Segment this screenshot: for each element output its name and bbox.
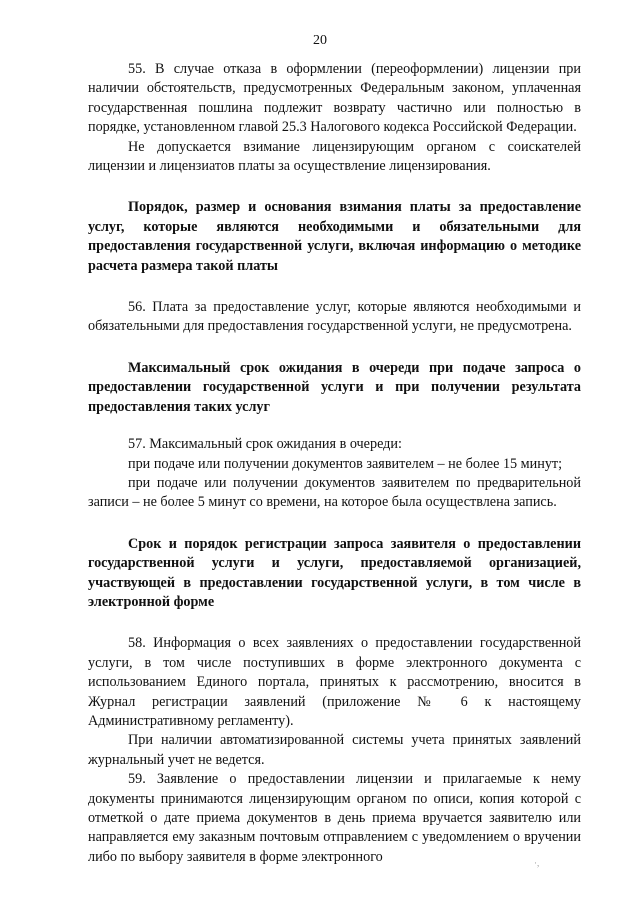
paragraph-55: 55. В случае отказа в оформлении (переоформлении) лицензии при наличии обстоятельств, предусмотренных Федеральным законом, уплаченная государственная пошлина подлежит возврату частично или полностью в порядке, установленном главой 25.3 Налогового кодекса Российской Федерации. (88, 61, 581, 136)
section-heading-fees: Порядок, размер и основания взимания платы за предоставление услуг, которые являются необходимыми и обязательными для предоставления государственной услуги, включая информацию о методике расчета размера такой платы (88, 199, 581, 274)
paragraph-57-item-2: при подаче или получении документов заявителем по предварительной записи – не более 5 минут со времени, на которое была осуществлена запись. (88, 474, 581, 511)
paragraph-57-item-1: при подаче или получении документов заявителем – не более 15 минут; (128, 455, 563, 472)
scan-mark: ·, (534, 858, 540, 868)
page-number: 20 (313, 33, 327, 48)
paragraph-57: 57. Максимальный срок ожидания в очереди: (128, 436, 402, 453)
document-body (88, 60, 581, 867)
section-heading-queue: Максимальный срок ожидания в очереди при подаче запроса о предоставлении государственной услуги и при получении результата предоставления таких услуг (88, 359, 581, 415)
paragraph-55-continued: Не допускается взимание лицензирующим органом с соискателей лицензии и лицензиатов платы за осуществление лицензирования. (88, 138, 581, 175)
paragraph-58: 58. Информация о всех заявлениях о предоставлении государственной услуги, в том числе поступивших в форме электронного документа с использованием Единого портала, принятых к рассмотрению, вносится в Журнал регистрации заявлений (приложение № 6 к настоящему Административному регламенту). (88, 635, 581, 729)
paragraph-56: 56. Плата за предоставление услуг, которые являются необходимыми и обязательными для предоставления государственной услуги, не предусмотрена. (88, 299, 581, 335)
section-heading-registration: Срок и порядок регистрации запроса заявителя о предоставлении государственной услуги и услуги, предоставляемой организацией, участвующей в предоставлении государственной услуги, в том числе в электронной форме (88, 535, 581, 610)
paragraph-58-continued: При наличии автоматизированной системы учета принятых заявлений журнальный учет не ведется. (88, 732, 581, 768)
paragraph-59: 59. Заявление о предоставлении лицензии и прилагаемые к нему документы принимаются лицензирующим органом по описи, копия которой с отметкой о дате приема документов в день приема вручается заявителю или направляется ему заказным почтовым отправлением с уведомлением о вручении либо по выбору заявителя в форме электронного (88, 771, 581, 865)
